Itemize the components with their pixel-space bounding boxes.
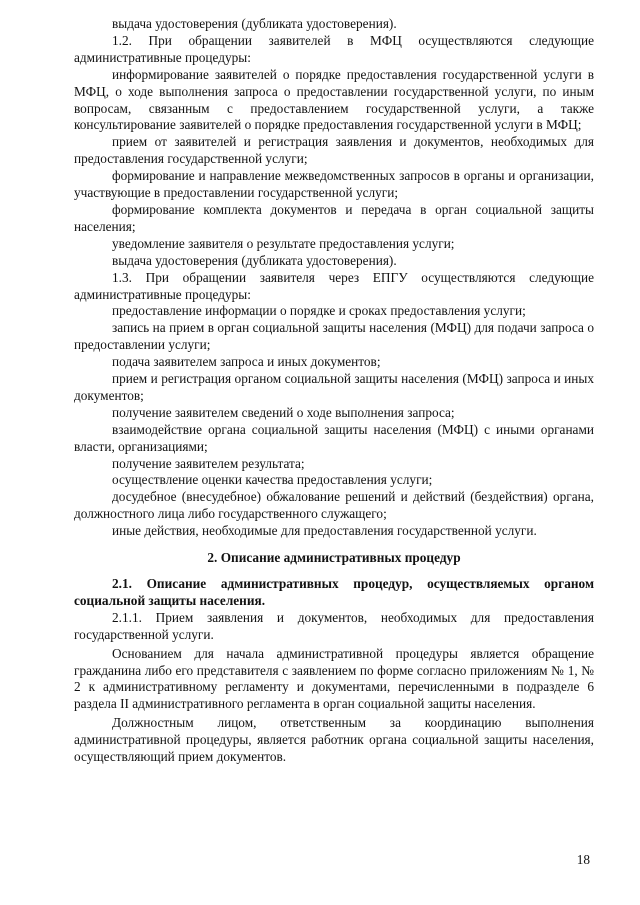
paragraph: осуществление оценки качества предоставления услуги;: [112, 472, 433, 488]
paragraph: 1.2. При обращении заявителей в МФЦ осуществляются следующие административные процедуры:: [74, 32, 594, 65]
paragraph: выдача удостоверения (дубликата удостоверения).: [112, 252, 397, 268]
paragraph: 1.3. При обращении заявителя через ЕПГУ осуществляются следующие административные процедуры:: [74, 269, 594, 302]
subsection-heading: 2.1. Описание административных процедур, осуществляемых органом социальной защиты населения.: [74, 576, 594, 608]
paragraph: досудебное (внесудебное) обжалование решений и действий (бездействия) органа, должностного лица либо государственного служащего;: [74, 489, 594, 522]
paragraph: формирование и направление межведомственных запросов в органы и организации, участвующие в предоставлении государственной услуги;: [74, 168, 594, 201]
paragraph: формирование комплекта документов и передача в орган социальной защиты населения;: [74, 201, 594, 234]
paragraph: информирование заявителей о порядке предоставления государственной услуги в МФЦ, о ходе выполнения запроса о предоставлении государственной услуги, по иным вопросам, связанным с предоставлением государственной услуги, а также консультирование заявителей о порядке предоставления государственной услуги в МФЦ;: [74, 66, 594, 133]
paragraph: прием от заявителей и регистрация заявления и документов, необходимых для предоставления государственной услуги;: [74, 134, 594, 167]
paragraph: выдача удостоверения (дубликата удостоверения).: [112, 16, 397, 31]
page-number: 18: [576, 852, 590, 867]
paragraph: Основанием для начала административной процедуры является обращение гражданина либо его представителя с заявлением по форме согласно приложениям № 1, № 2 к административному регламенту и документами, перечисленными в подразделе 6 раздела II административного регламента в орган социальной защиты населения.: [74, 645, 594, 712]
paragraph: взаимодействие органа социальной защиты населения (МФЦ) с иными органами власти, организациями;: [74, 421, 594, 454]
paragraph: уведомление заявителя о результате предоставления услуги;: [112, 235, 455, 251]
paragraph: получение заявителем сведений о ходе выполнения запроса;: [112, 404, 455, 420]
paragraph: Должностным лицом, ответственным за координацию выполнения административной процедуры, является работник органа социальной защиты населения, осуществляющий прием документов.: [74, 715, 594, 765]
paragraph: прием и регистрация органом социальной защиты населения (МФЦ) запроса и иных документов;: [74, 371, 594, 403]
paragraph: запись на прием в орган социальной защиты населения (МФЦ) для подачи запроса о предоставлении услуги;: [74, 320, 594, 353]
section-heading: 2. Описание административных процедур: [207, 550, 461, 566]
paragraph: иные действия, необходимые для предоставления государственной услуги.: [112, 523, 537, 539]
paragraph: 2.1.1. Прием заявления и документов, необходимых для предоставления государственной услуги.: [74, 609, 594, 642]
page-body: [74, 16, 594, 766]
paragraph: получение заявителем результата;: [112, 455, 305, 471]
paragraph: подача заявителем запроса и иных документов;: [112, 354, 381, 370]
paragraph: предоставление информации о порядке и сроках предоставления услуги;: [112, 303, 526, 319]
